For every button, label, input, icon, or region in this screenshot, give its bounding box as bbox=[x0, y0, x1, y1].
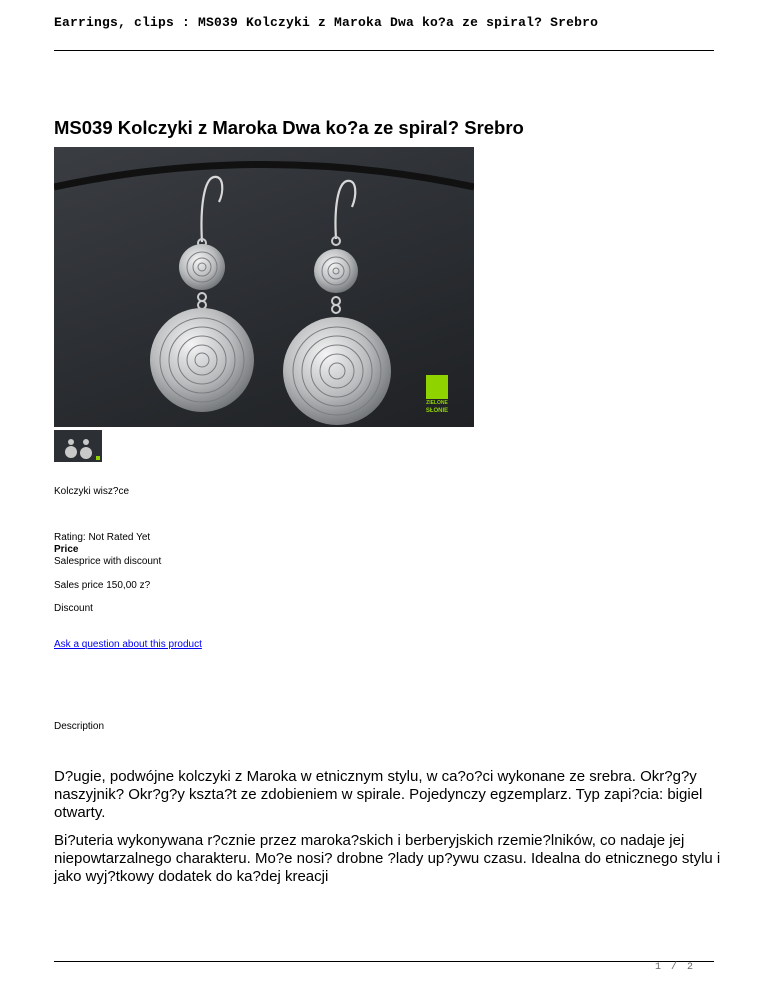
description-paragraph-2: Bi?uteria wykonywana r?cznie przez maroka?skich i berberyjskich rzemie?lników, co nadaje jej niepowtarzalnego charakteru. Mo?e nosi? drobne ?lady up?ywu czasu. Idealna do etnicznego stylu i jako wyj?tkowy dodatek do ka?dej kreacji bbox=[54, 832, 721, 885]
description-paragraph-1: D?ugie, podwójne kolczyki z Maroka w etnicznym stylu, w ca?o?ci wykonane ze srebra. Okr?g?y naszyjnik? Okr?g?y kszta?t ze zdobieniem w spirale. Pojedynczy egzemplarz. Typ zapi?cia: bigiel otwarty. bbox=[54, 768, 703, 821]
earrings-photo bbox=[54, 147, 474, 427]
product-thumbnail[interactable] bbox=[54, 430, 102, 462]
page-number: 1 / 2 bbox=[655, 962, 696, 973]
description-heading: Description bbox=[54, 721, 105, 732]
svg-text:ZIELONE: ZIELONE bbox=[426, 400, 448, 406]
discount-label: Discount bbox=[54, 603, 93, 614]
footer-rule bbox=[54, 961, 714, 962]
earrings-thumbnail-image bbox=[54, 430, 102, 462]
product-main-image[interactable] bbox=[54, 147, 474, 427]
ask-question-link[interactable]: Ask a question about this product bbox=[54, 639, 202, 650]
product-title: MS039 Kolczyki z Maroka Dwa ko?a ze spiral? Srebro bbox=[54, 117, 524, 138]
sales-price: Sales price 150,00 z? bbox=[54, 580, 151, 591]
header-rule bbox=[54, 50, 714, 51]
short-description: Kolczyki wisz?ce bbox=[54, 486, 130, 497]
salesprice-with-discount-label: Salesprice with discount bbox=[54, 556, 162, 567]
running-header: Earrings, clips : MS039 Kolczyki z Maroka Dwa ko?a ze spiral? Srebro bbox=[54, 15, 599, 30]
rating: Rating: Not Rated Yet bbox=[54, 532, 151, 543]
svg-text:SŁONIE: SŁONIE bbox=[425, 408, 449, 414]
zielone-slonie-logo-icon bbox=[426, 375, 448, 399]
price-label: Price bbox=[54, 544, 79, 555]
